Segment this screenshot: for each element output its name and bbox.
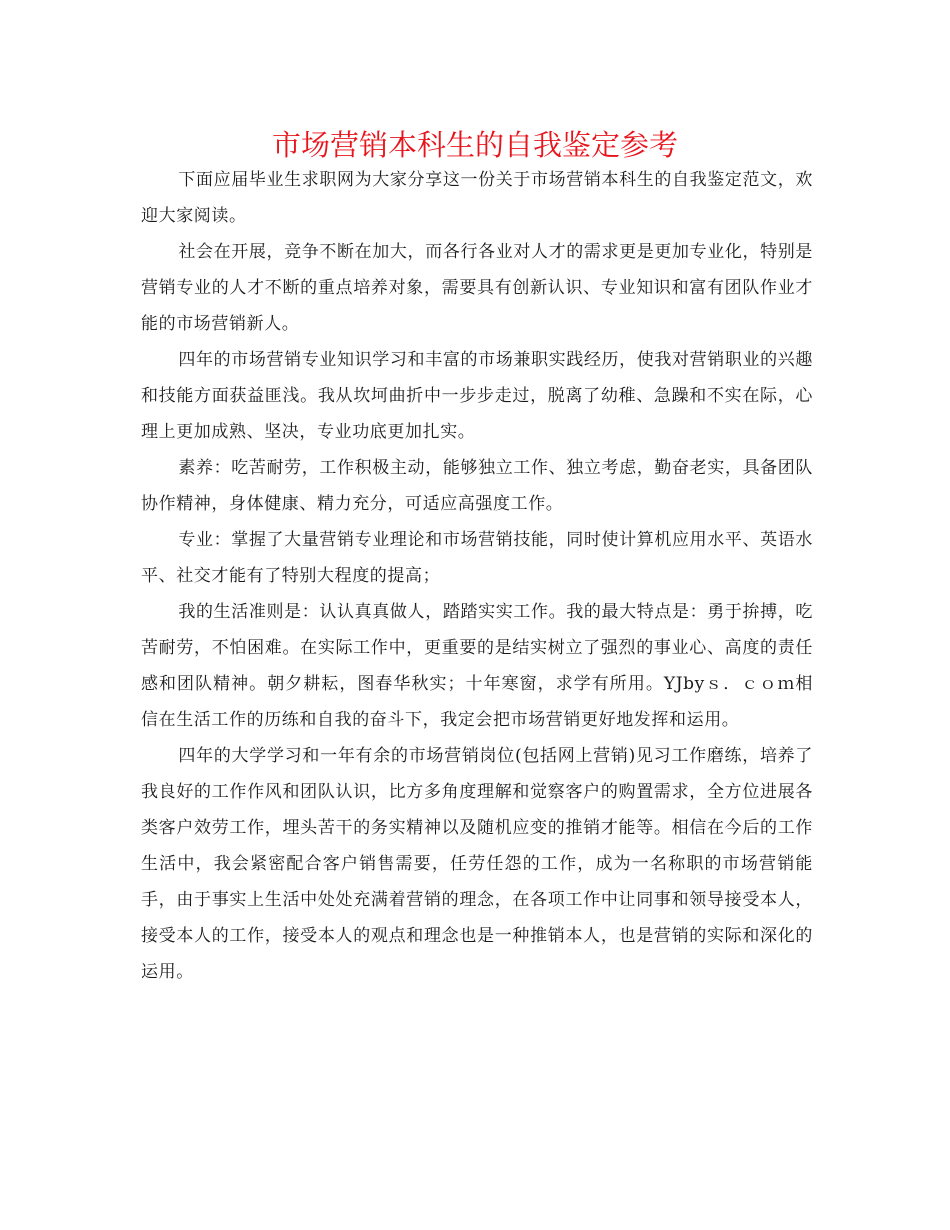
- paragraph-society: 社会在开展，竞争不断在加大，而各行各业对人才的需求更是更加专业化，特别是营销专业的人才不断的重点培养对象，需要具有创新认识、专业知识和富有团队作业才能的市场营销新人。: [141, 242, 813, 334]
- paragraph-quality: 素养：吃苦耐劳，工作积极主动，能够独立工作、独立考虑，勤奋老实，具备团队协作精神，身体健康、精力充分，可适应高强度工作。: [141, 458, 813, 514]
- document-title: 市场营销本科生的自我鉴定参考: [271, 128, 678, 162]
- paragraph-intro: 下面应届毕业生求职网为大家分享这一份关于市场营销本科生的自我鉴定范文，欢迎大家阅读。: [141, 170, 813, 226]
- paragraph-profession: 专业：掌握了大量营销专业理论和市场营销技能，同时使计算机应用水平、英语水平、社交才能有了特别大程度的提高；: [141, 530, 813, 586]
- paragraph-principles: 我的生活准则是：认认真真做人，踏踏实实工作。我的最大特点是：勇于拚搏，吃苦耐劳，不怕困难。在实际工作中，更重要的是结实树立了强烈的事业心、高度的责任感和团队精神。朝夕耕耘，图春华秋实；十年寒窗，求学有所用。YJbyｓ．ｃｏｍ相信在生活工作的历练和自我的奋斗下，我定会把市场营销更好地发挥和运用。: [141, 602, 813, 730]
- paragraph-experience: 四年的市场营销专业知识学习和丰富的市场兼职实践经历，使我对营销职业的兴趣和技能方面获益匪浅。我从坎坷曲折中一步步走过，脱离了幼稚、急躁和不实在际，心理上更加成熟、坚决，专业功底更加扎实。: [141, 350, 813, 442]
- document-body: [141, 162, 813, 990]
- paragraph-summary: 四年的大学学习和一年有余的市场营销岗位(包括网上营销)见习工作磨练，培养了我良好的工作作风和团队认识，比方多角度理解和觉察客户的购置需求，全方位进展各类客户效劳工作，埋头苦干的务实精神以及随机应变的推销才能等。相信在今后的工作生活中，我会紧密配合客户销售需要，任劳任怨的工作，成为一名称职的市场营销能手，由于事实上生活中处处充满着营销的理念，在各项工作中让同事和领导接受本人，接受本人的工作，接受本人的观点和理念也是一种推销本人，也是营销的实际和深化的运用。: [141, 746, 813, 982]
